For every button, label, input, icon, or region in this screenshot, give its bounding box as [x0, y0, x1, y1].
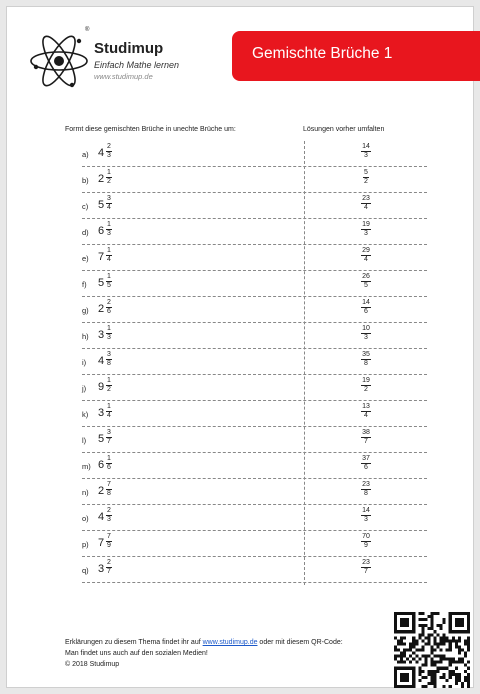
solution-numerator: 29 [362, 247, 370, 254]
solutions-fold-hint: Lösungen vorher umfalten [303, 126, 385, 133]
mixed-fraction [106, 325, 112, 342]
solution-fraction [358, 377, 374, 394]
instructions-text: Formt diese gemischten Brüche in unechte Brüche um: [65, 126, 236, 133]
whole-number: 9 [98, 381, 105, 393]
exercise-label: b) [82, 176, 89, 185]
numerator: 3 [107, 429, 111, 436]
numerator: 1 [107, 455, 111, 462]
solution-numerator: 37 [362, 455, 370, 462]
solution-denominator: 3 [364, 152, 368, 159]
exercise-label: g) [82, 306, 89, 315]
exercise-row [82, 323, 427, 349]
numerator: 1 [107, 377, 111, 384]
exercise-label: a) [82, 150, 89, 159]
solution-numerator: 23 [362, 481, 370, 488]
brand-block [94, 40, 179, 81]
solution-denominator: 8 [364, 490, 368, 497]
solution-denominator: 4 [364, 412, 368, 419]
numerator: 3 [107, 195, 111, 202]
exercise-row [82, 141, 427, 167]
solution-denominator: 8 [364, 360, 368, 367]
exercise-row [82, 505, 427, 531]
solution-denominator: 4 [364, 204, 368, 211]
whole-number: 3 [98, 407, 105, 419]
denominator: 2 [107, 386, 111, 393]
solution-numerator: 13 [362, 403, 370, 410]
numerator: 1 [107, 325, 111, 332]
exercise-row [82, 271, 427, 297]
exercise-label: j) [82, 384, 87, 393]
exercise-row [82, 245, 427, 271]
solution-numerator: 19 [362, 377, 370, 384]
numerator: 1 [107, 403, 111, 410]
solution-numerator: 14 [362, 299, 370, 306]
exercise-row [82, 219, 427, 245]
footer-line-1: Erklärungen zu diesem Thema findet ihr auf www.studimup.de oder mit diesem QR-Code: [65, 639, 343, 646]
solution-fraction [358, 299, 374, 316]
whole-number: 6 [98, 225, 105, 237]
exercise-row [82, 453, 427, 479]
numerator: 1 [107, 169, 111, 176]
registered-mark: ® [85, 27, 90, 33]
whole-number: 3 [98, 563, 105, 575]
solution-denominator: 2 [364, 178, 368, 185]
denominator: 5 [107, 282, 111, 289]
brand-url: www.studimup.de [94, 72, 153, 81]
whole-number: 3 [98, 329, 105, 341]
whole-number: 7 [98, 251, 105, 263]
footer-text [65, 637, 343, 670]
mixed-fraction [106, 377, 112, 394]
denominator: 8 [107, 360, 111, 367]
numerator: 2 [107, 559, 111, 566]
brand-name: Studimup [94, 40, 164, 57]
solution-fraction [358, 429, 374, 446]
exercise-row [82, 297, 427, 323]
solution-fraction [358, 455, 374, 472]
mixed-fraction [106, 169, 112, 186]
denominator: 7 [107, 568, 111, 575]
mixed-fraction [106, 273, 112, 290]
mixed-fraction [106, 143, 112, 160]
solution-numerator: 26 [362, 273, 370, 280]
whole-number: 7 [98, 537, 105, 549]
qr-code-icon[interactable] [394, 612, 470, 688]
whole-number: 2 [98, 173, 105, 185]
whole-number: 2 [98, 303, 105, 315]
exercise-label: c) [82, 202, 89, 211]
solution-fraction [358, 481, 374, 498]
exercise-label: k) [82, 410, 89, 419]
exercise-row [82, 349, 427, 375]
denominator: 4 [107, 256, 111, 263]
mixed-fraction [106, 351, 112, 368]
solution-denominator: 9 [364, 542, 368, 549]
exercise-row [82, 167, 427, 193]
exercise-row [82, 193, 427, 219]
solution-denominator: 7 [364, 568, 368, 575]
denominator: 4 [107, 204, 111, 211]
numerator: 2 [107, 299, 111, 306]
footer-line-2: Man findet uns auch auf den sozialen Medien! [65, 650, 208, 657]
solution-numerator: 70 [362, 533, 370, 540]
solution-denominator: 2 [364, 386, 368, 393]
exercise-label: q) [82, 566, 89, 575]
denominator: 3 [107, 152, 111, 159]
exercise-row [82, 401, 427, 427]
mixed-fraction [106, 429, 112, 446]
denominator: 2 [107, 178, 111, 185]
solution-fraction [358, 143, 374, 160]
denominator: 4 [107, 412, 111, 419]
denominator: 6 [107, 308, 111, 315]
exercise-label: o) [82, 514, 89, 523]
exercise-label: h) [82, 332, 89, 341]
row-divider [82, 582, 427, 583]
solution-fraction [358, 559, 374, 576]
numerator: 1 [107, 221, 111, 228]
numerator: 1 [107, 247, 111, 254]
whole-number: 5 [98, 277, 105, 289]
solution-numerator: 23 [362, 559, 370, 566]
mixed-fraction [106, 507, 112, 524]
numerator: 2 [107, 143, 111, 150]
exercise-row [82, 479, 427, 505]
denominator: 6 [107, 464, 111, 471]
title-banner [232, 31, 480, 81]
exercise-label: e) [82, 254, 89, 263]
denominator: 3 [107, 334, 111, 341]
numerator: 7 [107, 481, 111, 488]
solution-fraction [358, 247, 374, 264]
solution-numerator: 38 [362, 429, 370, 436]
solution-fraction [358, 273, 374, 290]
solution-fraction [358, 325, 374, 342]
solution-denominator: 3 [364, 230, 368, 237]
exercise-label: n) [82, 488, 89, 497]
solution-fraction [358, 169, 374, 186]
whole-number: 5 [98, 433, 105, 445]
whole-number: 6 [98, 459, 105, 471]
solution-denominator: 4 [364, 256, 368, 263]
solution-fraction [358, 351, 374, 368]
denominator: 3 [107, 230, 111, 237]
solution-fraction [358, 507, 374, 524]
numerator: 3 [107, 351, 111, 358]
exercise-label: p) [82, 540, 89, 549]
solution-fraction [358, 533, 374, 550]
solution-fraction [358, 221, 374, 238]
exercise-label: f) [82, 280, 87, 289]
solution-denominator: 5 [364, 282, 368, 289]
numerator: 2 [107, 507, 111, 514]
solution-denominator: 3 [364, 516, 368, 523]
mixed-fraction [106, 403, 112, 420]
solution-numerator: 14 [362, 507, 370, 514]
solution-fraction [358, 195, 374, 212]
denominator: 3 [107, 516, 111, 523]
exercise-row [82, 531, 427, 557]
solution-numerator: 10 [362, 325, 370, 332]
mixed-fraction [106, 481, 112, 498]
exercise-label: i) [82, 358, 87, 367]
whole-number: 4 [98, 511, 105, 523]
mixed-fraction [106, 221, 112, 238]
exercise-label: d) [82, 228, 89, 237]
mixed-fraction [106, 533, 112, 550]
solution-numerator: 14 [362, 143, 370, 150]
exercise-row [82, 557, 427, 583]
whole-number: 4 [98, 147, 105, 159]
solution-denominator: 7 [364, 438, 368, 445]
mixed-fraction [106, 559, 112, 576]
worksheet-page [6, 6, 474, 688]
mixed-fraction [106, 195, 112, 212]
page-title: Gemischte Brüche 1 [252, 45, 393, 62]
mixed-fraction [106, 299, 112, 316]
exercise-label: l) [82, 436, 87, 445]
whole-number: 2 [98, 485, 105, 497]
solution-denominator: 6 [364, 464, 368, 471]
denominator: 9 [107, 542, 111, 549]
copyright: © 2018 Studimup [65, 661, 120, 668]
solution-fraction [358, 403, 374, 420]
numerator: 7 [107, 533, 111, 540]
whole-number: 4 [98, 355, 105, 367]
solution-numerator: 23 [362, 195, 370, 202]
mixed-fraction [106, 455, 112, 472]
solution-denominator: 6 [364, 308, 368, 315]
exercise-row [82, 375, 427, 401]
denominator: 7 [107, 438, 111, 445]
solution-numerator: 5 [364, 169, 368, 176]
solution-numerator: 35 [362, 351, 370, 358]
whole-number: 5 [98, 199, 105, 211]
mixed-fraction [106, 247, 112, 264]
denominator: 8 [107, 490, 111, 497]
numerator: 1 [107, 273, 111, 280]
solution-numerator: 19 [362, 221, 370, 228]
website-link[interactable]: www.studimup.de [202, 639, 258, 646]
atom-icon [27, 27, 91, 91]
brand-tagline: Einfach Mathe lernen [94, 60, 180, 70]
exercise-label: m) [82, 462, 91, 471]
exercise-row [82, 427, 427, 453]
solution-denominator: 3 [364, 334, 368, 341]
